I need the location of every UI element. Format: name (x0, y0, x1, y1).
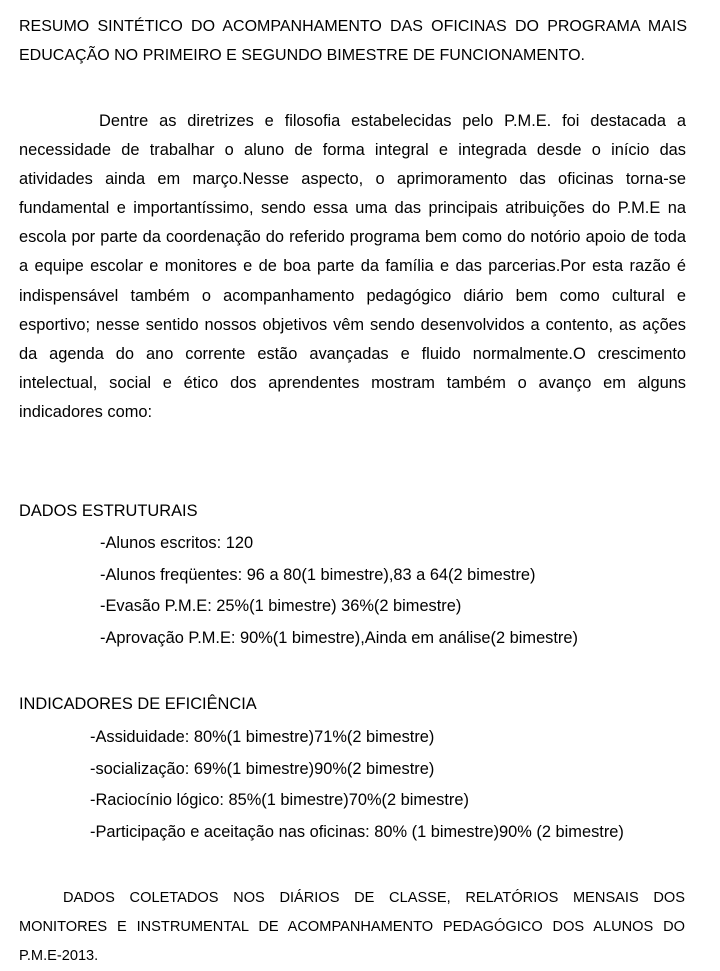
document-title-line-2: EDUCAÇÃO NO PRIMEIRO E SEGUNDO BIMESTRE DE FUNCIONAMENTO. (19, 47, 585, 64)
list-item: -Evasão P.M.E: 25%(1 bimestre) 36%(2 bimestre) (100, 597, 462, 615)
list-item: -Participação e aceitação nas oficinas: 80% (1 bimestre)90% (2 bimestre) (90, 822, 624, 841)
document-title (19, 12, 687, 70)
data-source-note: DADOS COLETADOS NOS DIÁRIOS DE CLASSE, RELATÓRIOS MENSAIS DOS MONITORES E INSTRUMENTAL DE ACOMPANHAMENTO PEDAGÓGICO DOS ALUNOS DO P.M.E-2013. (19, 890, 685, 964)
list-item: -Assiduidade: 80%(1 bimestre)71%(2 bimestre) (90, 728, 435, 746)
list-item: -Alunos escritos: 120 (100, 534, 254, 552)
intro-paragraph: Dentre as diretrizes e filosofia estabelecidas pelo P.M.E. foi destacada a necessidade de trabalhar o aluno de forma integral e integrada desde o início das atividades ainda em março.Nesse aspecto, o aprimoramento das oficinas torna-se fundamental e importantíssimo, sendo essa uma das principais atribuições do P.M.E na escola por parte da coordenação do referido programa bem como do notório apoio de toda a equipe escolar e monitores e de boa parte da família e das parcerias.Por esta razão é indispensável também o acompanhamento pedagógico diário bem como cultural e esportivo; nesse sentido nossos objetivos vêm sendo desenvolvidos a contento, as ações da agenda do ano corrente estão avançadas e fluido normalmente.O crescimento intelectual, social e ético dos aprendentes mostram também o avanço em alguns indicadores como: (19, 112, 686, 421)
dados-estruturais-list (100, 528, 578, 654)
list-item: -Alunos freqüentes: 96 a 80(1 bimestre),83 a 64(2 bimestre) (100, 565, 536, 584)
list-item: -Raciocínio lógico: 85%(1 bimestre)70%(2 bimestre) (90, 791, 469, 809)
document-title-line-1: RESUMO SINTÉTICO DO ACOMPANHAMENTO DAS OFICINAS DO PROGRAMA MAIS (19, 18, 687, 35)
indicadores-list (90, 722, 624, 848)
list-item: -socialização: 69%(1 bimestre)90%(2 bimestre) (90, 759, 435, 778)
dados-estruturais-heading: DADOS ESTRUTURAIS (19, 502, 198, 520)
list-item: -Aprovação P.M.E: 90%(1 bimestre),Ainda em análise(2 bimestre) (100, 628, 578, 647)
indicadores-heading: INDICADORES DE EFICIÊNCIA (19, 695, 257, 713)
